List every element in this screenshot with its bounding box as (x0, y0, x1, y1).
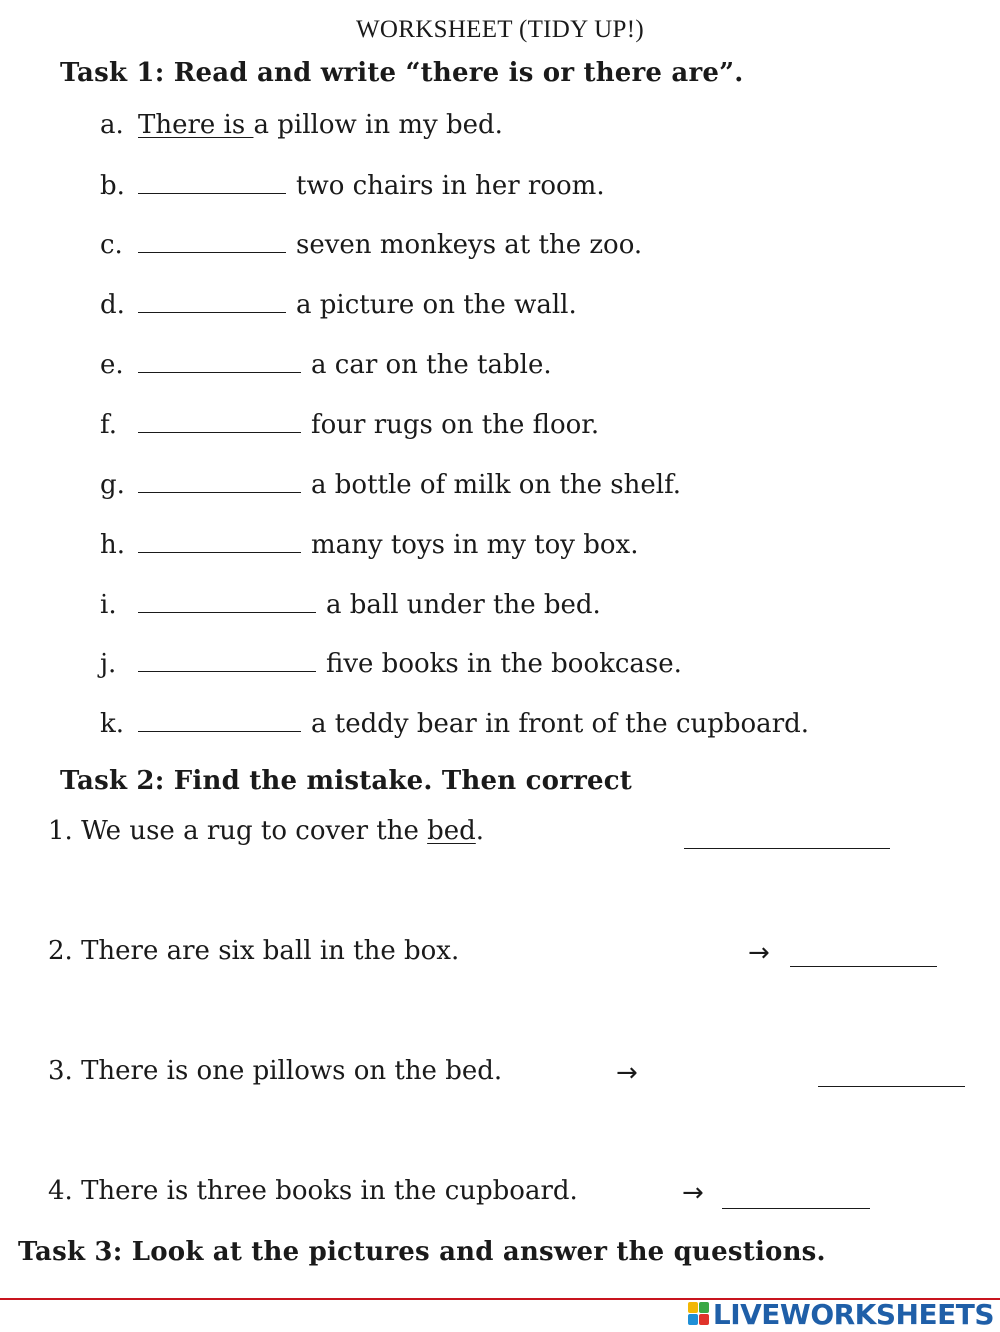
logo-text: LIVEWORKSHEETS (712, 1297, 994, 1331)
task1-item-f (100, 408, 599, 440)
task1-item-a (100, 110, 503, 140)
item-text: a ball under the bed. (326, 590, 601, 620)
answer-blank[interactable] (138, 288, 286, 313)
item-label: d. (100, 290, 125, 320)
item-text: five books in the bookcase. (326, 649, 682, 679)
task2-item-4: 4. There is three books in the cupboard. (48, 1176, 578, 1206)
item-label: i. (100, 590, 117, 620)
task1-item-i (100, 588, 601, 620)
answer-blank[interactable] (138, 647, 316, 672)
answer-blank[interactable] (138, 468, 301, 493)
task2-heading: Task 2: Find the mistake. Then correct (60, 766, 632, 796)
task1-item-h (100, 528, 638, 560)
answer-blank[interactable] (138, 169, 286, 194)
answer-blank[interactable] (138, 528, 301, 553)
sentence-suffix: . (475, 816, 485, 846)
item-label: f. (100, 410, 117, 440)
task3-heading: Task 3: Look at the pictures and answer the questions. (18, 1237, 826, 1267)
item-text: a car on the table. (311, 350, 552, 380)
correction-blank-3[interactable] (818, 1062, 965, 1087)
underlined-word: bed (427, 816, 476, 846)
task1-item-b (100, 169, 605, 201)
task1-item-g (100, 468, 681, 500)
correction-blank-4[interactable] (722, 1184, 870, 1209)
task1-item-j (100, 647, 682, 679)
task1-item-c (100, 228, 642, 260)
task1-item-d (100, 288, 577, 320)
item-text: seven monkeys at the zoo. (296, 230, 643, 260)
liveworksheets-logo[interactable] (688, 1299, 994, 1329)
answer-blank[interactable] (138, 408, 301, 433)
worksheet-title: WORKSHEET (TIDY UP!) (356, 16, 644, 43)
item-label: h. (100, 530, 126, 560)
correction-blank-2[interactable] (790, 942, 937, 967)
item-label: k. (100, 709, 125, 739)
example-answer: There is (138, 110, 254, 140)
answer-blank[interactable] (138, 707, 301, 732)
item-text: a picture on the wall. (296, 290, 577, 320)
task2-item-2: 2. There are six ball in the box. (48, 936, 460, 966)
task1-heading: Task 1: Read and write “there is or there are”. (60, 58, 744, 88)
task2-item-1 (48, 816, 484, 846)
logo-icon (688, 1302, 710, 1326)
item-text: a teddy bear in front of the cupboard. (311, 709, 810, 739)
task1-item-e (100, 348, 552, 380)
task2-item-3: 3. There is one pillows on the bed. (48, 1056, 503, 1086)
item-text: a bottle of milk on the shelf. (311, 470, 682, 500)
answer-blank[interactable] (138, 588, 316, 613)
answer-blank[interactable] (138, 348, 301, 373)
item-label: a. (100, 110, 124, 140)
arrow-icon: → (682, 1178, 704, 1208)
item-text: two chairs in her room. (296, 171, 605, 201)
item-text: a pillow in my bed. (253, 110, 503, 140)
answer-blank[interactable] (138, 228, 286, 253)
arrow-icon: → (616, 1058, 638, 1088)
arrow-icon: → (748, 938, 770, 968)
item-label: c. (100, 230, 123, 260)
item-label: g. (100, 470, 125, 500)
item-text: many toys in my toy box. (311, 530, 639, 560)
task1-item-k (100, 707, 809, 739)
sentence-text: 1. We use a rug to cover the (48, 816, 428, 846)
item-label: e. (100, 350, 124, 380)
item-label: j. (100, 649, 117, 679)
item-label: b. (100, 171, 125, 201)
correction-blank-1[interactable] (684, 824, 890, 849)
item-text: four rugs on the floor. (311, 410, 600, 440)
